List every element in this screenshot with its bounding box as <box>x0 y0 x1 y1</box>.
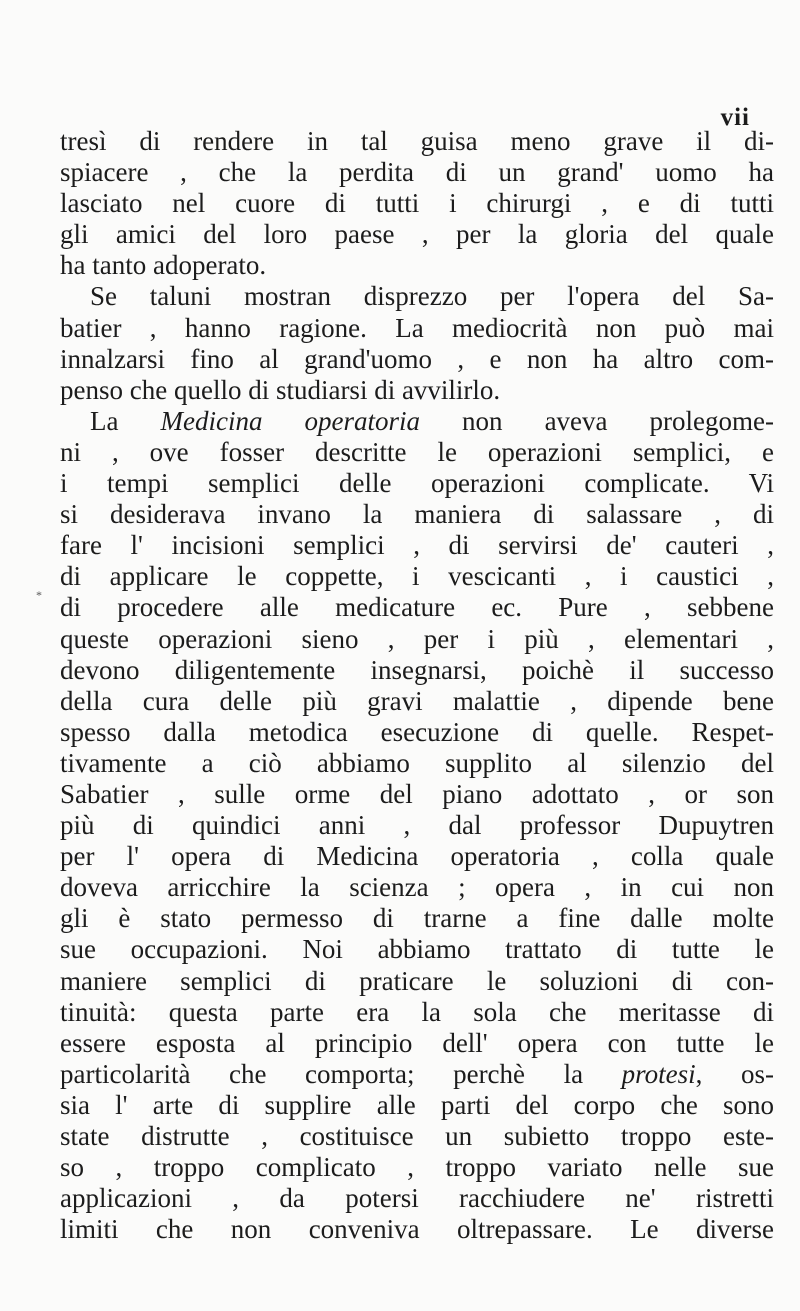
body-text <box>60 126 774 1245</box>
text-run: La <box>90 405 161 436</box>
text-run: , os- <box>695 1058 774 1089</box>
text-line <box>60 406 774 437</box>
text-line: si desiderava invano la maniera di salassare , di <box>60 499 774 530</box>
text-line: Se taluni mostran disprezzo per l'opera del Sa- <box>90 281 774 312</box>
text-line: spiacere , che la perdita di un grand' uomo ha <box>60 157 774 188</box>
text-run: particolarità che comporta; perchè la <box>60 1058 622 1089</box>
text-line: limiti che non conveniva oltrepassare. Le diverse <box>60 1214 774 1245</box>
text-line: di applicare le coppette, i vescicanti , i caustici , <box>60 561 774 592</box>
text-line: gli amici del loro paese , per la gloria del quale <box>60 219 774 250</box>
margin-mark: * <box>36 588 42 602</box>
text-line: devono diligentemente insegnarsi, poichè il successo <box>60 654 774 685</box>
text-line: spesso dalla metodica esecuzione di quelle. Respet- <box>60 716 774 747</box>
text-line: i tempi semplici delle operazioni complicate. Vi <box>60 468 774 499</box>
text-line: sue occupazioni. Noi abbiamo trattato di tutte le <box>60 934 774 965</box>
text-line: della cura delle più gravi malattie , dipende bene <box>60 685 774 716</box>
text-line: so , troppo complicato , troppo variato nelle sue <box>60 1152 774 1183</box>
text-line: più di quindici anni , dal professor Dupuytren <box>60 810 774 841</box>
text-line: state distrutte , costituisce un subietto troppo este- <box>60 1121 774 1151</box>
page-number: vii <box>720 104 750 131</box>
text-line: penso che quello di studiarsi di avvilirlo. <box>60 374 501 405</box>
text-line: ni , ove fosser descritte le operazioni semplici, e <box>60 436 774 467</box>
text-line: queste operazioni sieno , per i più , elementari , <box>60 623 774 654</box>
text-line: tresì di rendere in tal guisa meno grave il di- <box>60 126 774 156</box>
italic-title: protesi <box>621 1058 696 1089</box>
text-line: sia l' arte di supplire alle parti del corpo che sono <box>60 1089 774 1120</box>
text-line: per l' opera di Medicina operatoria , colla quale <box>60 841 774 872</box>
text-line: Sabatier , sulle orme del piano adottato , or son <box>60 778 774 809</box>
text-line: ha tanto adoperato. <box>60 250 267 281</box>
text-line: fare l' incisioni semplici , di servirsi de' cauteri , <box>60 530 774 561</box>
text-line: gli è stato permesso di trarne a fine dalle molte <box>60 903 774 934</box>
text-run: non aveva prolegome- <box>420 405 775 436</box>
text-line: doveva arricchire la scienza ; opera , in cui non <box>60 872 774 903</box>
text-line <box>60 1059 774 1090</box>
text-line: tivamente a ciò abbiamo supplito al silenzio del <box>60 747 774 778</box>
italic-title: Medicina operatoria <box>160 405 421 436</box>
text-line: applicazioni , da potersi racchiudere ne' ristretti <box>60 1183 774 1214</box>
text-line: lasciato nel cuore di tutti i chirurgi , e di tutti <box>60 188 774 219</box>
text-line: tinuità: questa parte era la sola che meritasse di <box>60 996 774 1027</box>
text-line: essere esposta al principio dell' opera con tutte le <box>60 1027 774 1058</box>
text-line: batier , hanno ragione. La mediocrità non può mai <box>60 312 774 343</box>
text-line: maniere semplici di praticare le soluzioni di con- <box>60 965 774 996</box>
text-line: di procedere alle medicature ec. Pure , sebbene <box>60 592 774 623</box>
text-line: innalzarsi fino al grand'uomo , e non ha altro com- <box>60 343 774 374</box>
